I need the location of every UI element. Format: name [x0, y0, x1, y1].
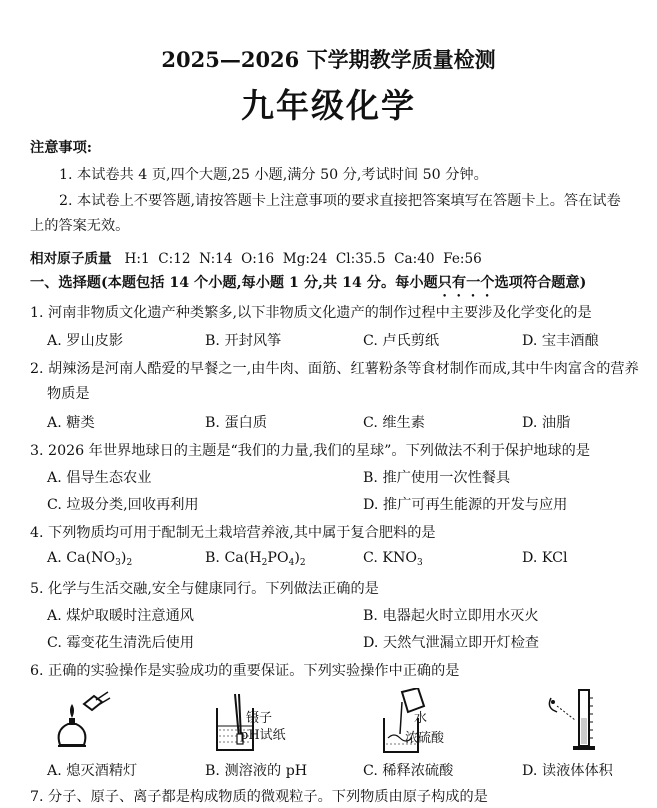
- fig-c-label-acid: 浓硫酸: [405, 731, 445, 746]
- fig-b-label-tweezers: 镊子: [246, 711, 273, 726]
- q5-option-b: B. 电器起火时立即用水灭火: [363, 608, 539, 624]
- section-tail-text: 选项符合题意): [494, 275, 587, 291]
- q1-option-a: A. 罗山皮影: [47, 333, 124, 349]
- q6-option-d: D. 读液体体积: [522, 763, 613, 779]
- section-emphasis: 只有一个: [437, 275, 495, 291]
- graduated-cylinder-icon: [545, 688, 611, 752]
- atomic-mass-values: H:1 C:12 N:14 O:16 Mg:24 Cl:35.5 Ca:40 Fe:56: [124, 251, 482, 267]
- q4-option-d: D. KCl: [522, 550, 568, 566]
- q2-option-c: C. 维生素: [363, 415, 425, 431]
- q3-option-d: D. 推广可再生能源的开发与应用: [363, 497, 568, 513]
- q5-option-c: C. 霉变花生清洗后使用: [47, 635, 195, 651]
- q3-option-b: B. 推广使用一次性餐具: [363, 470, 511, 486]
- exam-title: 2025—2026 下学期教学质量检测: [161, 47, 496, 72]
- subject-title: 九年级化学: [241, 86, 416, 125]
- question-6-stem: 6. 正确的实验操作是实验成功的重要保证。下列实验操作中正确的是: [30, 663, 460, 679]
- q1-option-b: B. 开封风筝: [205, 333, 282, 349]
- q6-option-a: A. 熄灭酒精灯: [47, 763, 138, 779]
- atomic-mass-line: [30, 247, 482, 267]
- fig-c-label-water: 水: [414, 711, 428, 726]
- question-1-stem: 1. 河南非物质文化遗产种类繁多,以下非物质文化遗产的制作过程中主要涉及化学变化的是: [30, 305, 592, 321]
- q6-option-b: B. 测溶液的 pH: [205, 763, 308, 779]
- section-heading: [30, 272, 586, 300]
- question-3-stem: 3. 2026 年世界地球日的主题是“我们的力量,我们的星球”。下列做法不利于保护地球的是: [30, 443, 591, 459]
- q4-option-a: A. $Ca(NO_3)_2$: [47, 550, 133, 568]
- q5-option-a: A. 煤炉取暖时注意通风: [47, 608, 194, 624]
- q2-option-d: D. 油脂: [522, 415, 571, 431]
- question-5-stem: 5. 化学与生活交融,安全与健康同行。下列做法正确的是: [30, 581, 379, 597]
- notice-item-2: 2. 本试卷上不要答题,请按答题卡上注意事项的要求直接把答案填写在答题卡上。答在试卷上的答案无效。: [30, 193, 621, 234]
- q6-option-c: C. 稀释浓硫酸: [363, 763, 454, 779]
- fig-b-label-ph-paper: pH试纸: [240, 728, 286, 743]
- notice-item-1: 1. 本试卷共 4 页,四个大题,25 小题,满分 50 分,考试时间 50 分钟。: [59, 167, 488, 183]
- q3-option-a: A. 倡导生态农业: [47, 470, 152, 486]
- section-head-text: 一、选择题(本题包括 14 个小题,每小题 1 分,共 14 分。每小题: [30, 275, 438, 291]
- q5-option-d: D. 天然气泄漏立即开灯检查: [363, 635, 539, 651]
- question-7-stem: 7. 分子、原子、离子都是构成物质的微观粒子。下列物质由原子构成的是: [30, 789, 488, 805]
- alcohol-lamp-icon: [50, 690, 120, 750]
- q4-option-c: C. $KNO_3$: [363, 550, 423, 568]
- q3-option-c: C. 垃圾分类,回收再利用: [47, 497, 199, 513]
- question-2-stem: 2. 胡辣汤是河南人酷爱的早餐之一,由牛肉、面筋、红薯粉条等食材制作而成,其中牛肉富含的营养物质是: [30, 361, 639, 402]
- notice-heading: 注意事项:: [30, 140, 92, 156]
- q4-option-b: B. $Ca(H_2PO_4)_2$: [205, 550, 306, 568]
- q2-option-b: B. 蛋白质: [205, 415, 268, 431]
- q1-option-d: D. 宝丰酒酿: [522, 333, 599, 349]
- atomic-mass-label: 相对原子质量: [30, 251, 112, 267]
- question-4-stem: 4. 下列物质均可用于配制无土栽培营养液,其中属于复合肥料的是: [30, 525, 436, 541]
- q2-option-a: A. 糖类: [47, 415, 95, 431]
- q1-option-c: C. 卢氏剪纸: [363, 333, 440, 349]
